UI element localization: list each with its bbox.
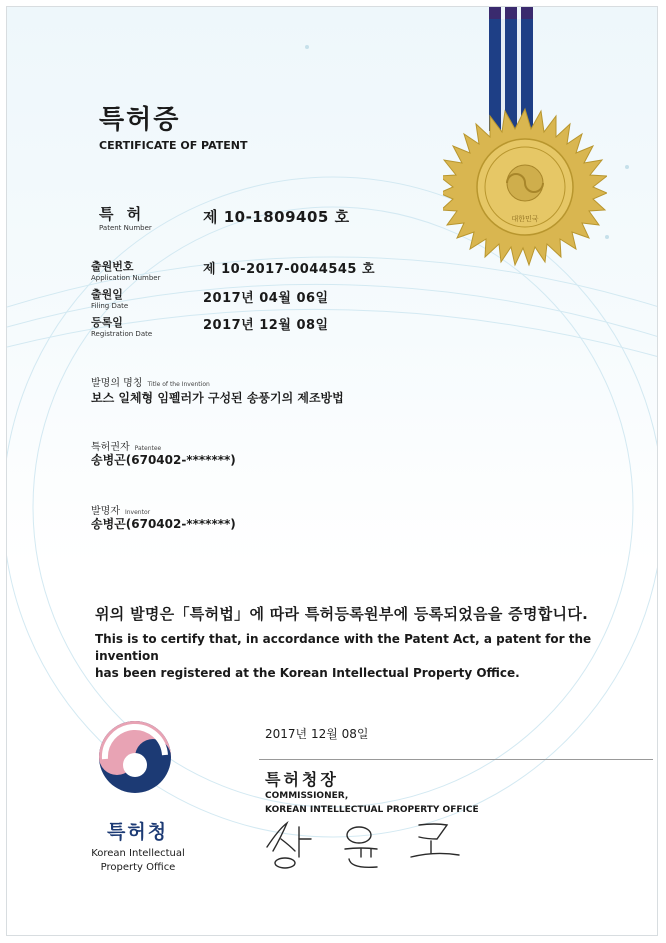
application-label-en: Application Number bbox=[91, 274, 161, 282]
registration-date-value: 2017년 12월 08일 bbox=[203, 318, 329, 333]
certificate-title: 특허증 bbox=[99, 105, 181, 135]
invention-label bbox=[91, 371, 210, 390]
patentee-value: 송병곤(670402-*******) bbox=[91, 453, 236, 467]
handwritten-signature bbox=[259, 817, 469, 873]
application-label-ko: 출원번호 bbox=[91, 260, 134, 273]
kipo-logo-icon bbox=[97, 719, 173, 795]
kipo-name-en-line1: Korean Intellectual bbox=[91, 848, 185, 859]
inventor-label-en: Inventor bbox=[124, 509, 151, 516]
certification-statement-en bbox=[95, 631, 635, 682]
kipo-name-en bbox=[83, 847, 193, 875]
registration-label-ko: 등록일 bbox=[91, 316, 123, 329]
gold-seal bbox=[443, 107, 607, 271]
filing-label-en: Filing Date bbox=[91, 302, 129, 310]
patent-label-ko: 특 허 bbox=[99, 205, 146, 223]
filing-label-ko: 출원일 bbox=[91, 288, 123, 301]
kipo-name-en-line2: Property Office bbox=[100, 862, 176, 873]
registration-label-en: Registration Date bbox=[91, 330, 153, 338]
application-number-value: 제 10-2017-0044545 호 bbox=[203, 262, 376, 277]
patentee-label-ko: 특허권자 bbox=[91, 442, 130, 453]
commissioner-title-en bbox=[265, 789, 479, 817]
certificate-sheet bbox=[6, 6, 658, 936]
inventor-label-ko: 발명자 bbox=[91, 506, 120, 517]
commissioner-en-line2: KOREAN INTELLECTUAL PROPERTY OFFICE bbox=[265, 805, 479, 815]
statement-en-line1: This is to certify that, in accordance with the Patent Act, a patent for the invention bbox=[95, 632, 592, 663]
signature-divider bbox=[259, 759, 653, 760]
commissioner-title-ko: 특허청장 bbox=[265, 770, 339, 789]
inventor-value: 송병곤(670402-*******) bbox=[91, 517, 236, 531]
application-number-label bbox=[91, 258, 160, 282]
commissioner-en-line1: COMMISSIONER, bbox=[265, 791, 349, 801]
invention-label-en: Title of the Invention bbox=[147, 381, 210, 388]
certification-statement-ko: 위의 발명은「특허법」에 따라 특허등록원부에 등록되었음을 증명합니다. bbox=[95, 605, 589, 623]
invention-title-value: 보스 일체형 임펠러가 구성된 송풍기의 제조방법 bbox=[91, 391, 344, 405]
patent-number-value: 제 10-1809405 호 bbox=[203, 208, 350, 226]
invention-label-ko: 발명의 명칭 bbox=[91, 378, 143, 389]
seal-text: 대한민국 bbox=[511, 215, 539, 223]
kipo-name-ko: 특허청 bbox=[107, 821, 169, 843]
registration-date-label bbox=[91, 314, 152, 338]
filing-date-value: 2017년 04월 06일 bbox=[203, 291, 329, 306]
issue-date: 2017년 12월 08일 bbox=[265, 727, 369, 741]
statement-en-line2: has been registered at the Korean Intellectual Property Office. bbox=[95, 666, 520, 680]
patentee-label-en: Patentee bbox=[134, 445, 162, 452]
filing-date-label bbox=[91, 286, 128, 310]
patent-label-en: Patent Number bbox=[99, 224, 152, 232]
patent-number-label bbox=[99, 203, 152, 232]
certificate-title-en: CERTIFICATE OF PATENT bbox=[99, 139, 248, 152]
